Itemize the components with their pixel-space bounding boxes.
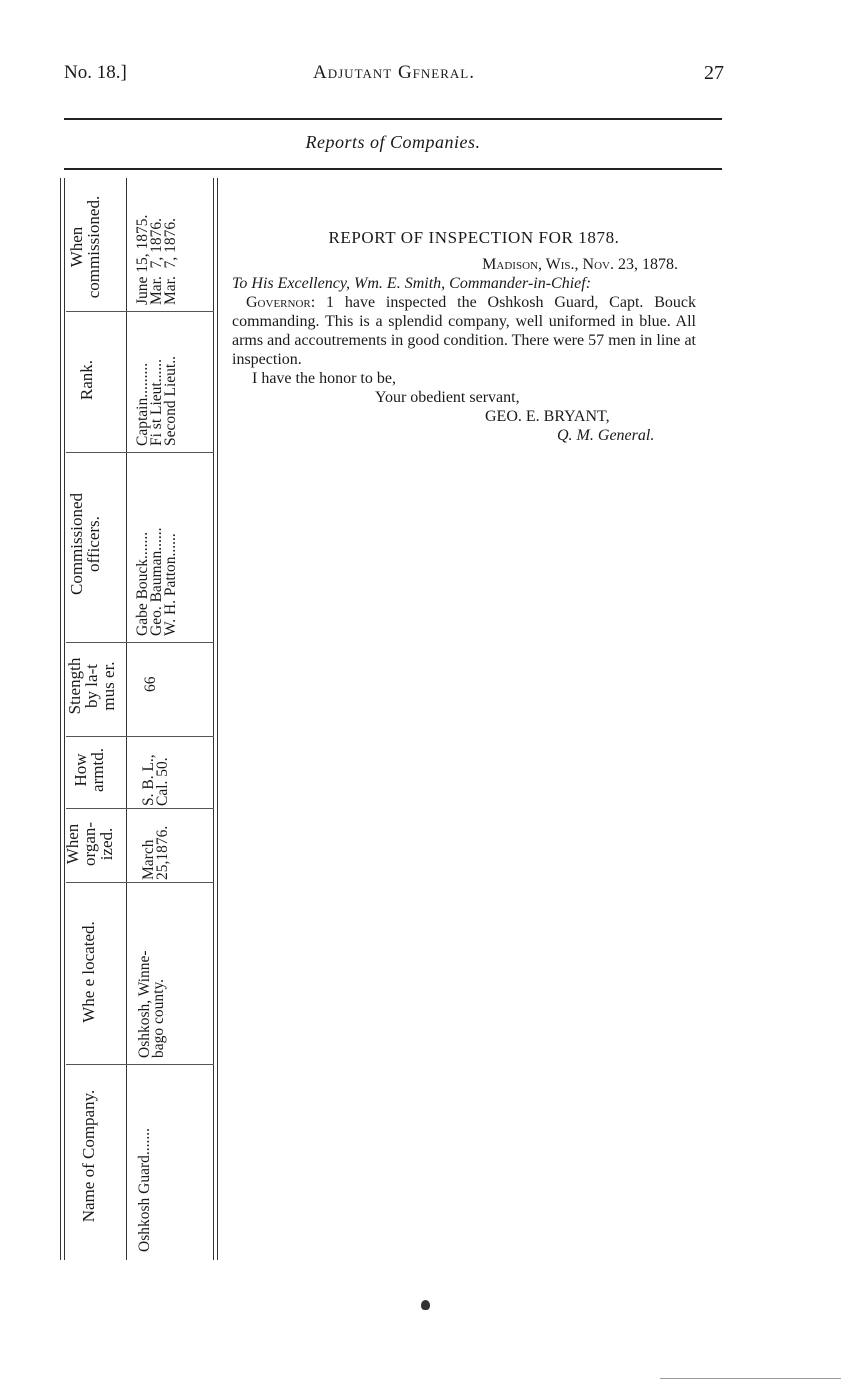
report-signer-title: Q. M. General. [557,427,655,444]
header-name-of-company: Name of Company. [79,1089,98,1223]
report-title: REPORT OF INSPECTION FOR 1878. [328,228,620,247]
inspection-report [232,228,696,445]
report-honor: I have the honor to be, [252,370,396,387]
running-head-number: No. 18.] [64,62,127,83]
header-where-located: Whe e located. [79,921,98,1023]
cell-when-commissioned: June 15, 1875. Mar. 7, 1876. Mar. 7, 1876. [134,214,179,305]
column-separator [66,808,214,809]
report-signer: GEO. E. BRYANT, [485,408,610,425]
report-closing: Your obedient servant, [375,389,520,406]
running-head-title: Adjutant Gfneral. [313,62,475,83]
table-border-left [60,178,61,1260]
section-title: Reports of Companies. [305,132,481,152]
report-place-date: Madison, Wis., Nov. 23, 1878. [482,256,678,273]
header-column-divider [126,178,127,1260]
report-address: To His Excellency, Wm. E. Smith, Commander-in-Chief: [232,275,592,292]
cell-how-armed: S. B. L., Cal. 50. [140,754,171,806]
cell-when-organized: March 25,1876. [140,825,171,880]
running-head [64,62,724,88]
cell-strength: 66 [142,676,159,692]
header-rank: Rank. [77,359,96,401]
page-number: 27 [704,62,724,84]
section-rule [64,168,722,170]
report-salutation: Governor: [246,294,316,311]
column-separator [66,311,214,312]
cell-commissioned-officers: Gabe Bouck....... Geo. Bauman...... W. H. Patton...... [134,527,179,636]
cell-name-of-company: Oshkosh Guard....... [136,1128,153,1252]
table-border-right [213,178,214,1260]
companies-table [60,178,228,1260]
cell-rank: Captain......... Fi st Lieut...... Second Lieut.. [134,356,179,446]
header-commissioned-officers: Commissioned officers. [67,493,103,596]
column-separator [66,882,214,883]
report-body: 1 have inspected the Oshkosh Guard, Capt. Bouck commanding. This is a splendid company, well uniformed in blue. All arms and accoutrements in good condition. There were 57 men in line at inspection. [232,294,697,368]
header-strength: Stıength by la-t mus er. [65,657,118,715]
header-rule [64,118,722,120]
cell-where-located: Oshkosh, Winne- bago county. [136,950,167,1058]
header-when-commissioned: When commissioned. [67,195,103,299]
table-border-left-inner [64,178,65,1260]
bottom-rule [660,1378,841,1379]
header-when-organized: When organ- ized. [63,821,116,867]
header-how-armed: How armtd. [71,748,107,792]
table-border-right-inner [217,178,218,1260]
printer-ornament [421,1300,430,1310]
column-separator [66,1064,214,1065]
report-body-paragraph [232,293,696,369]
